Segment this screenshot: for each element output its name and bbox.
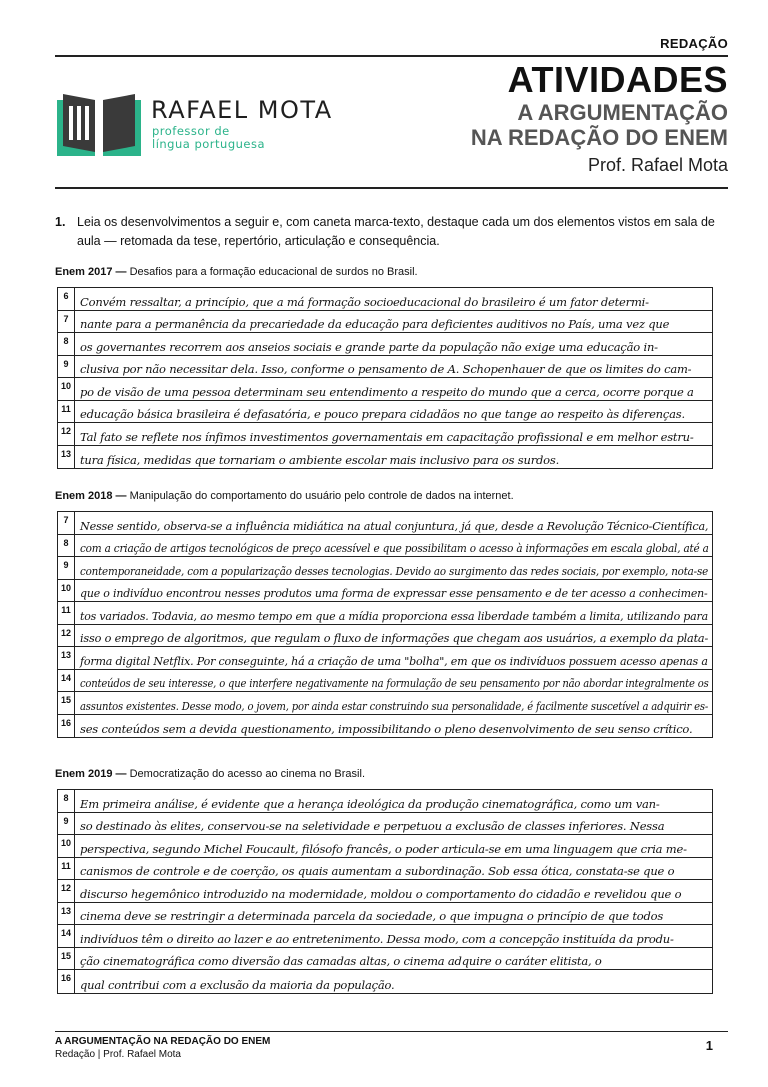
- line-number: 14: [58, 925, 75, 947]
- handwritten-text: discurso hegemônico introduzido na modernidade, moldou o comportamento do cidadão e revelidou que o: [80, 886, 682, 901]
- line-number: 12: [58, 423, 75, 445]
- brand-subtitle: [152, 125, 265, 151]
- footer-divider: [55, 1031, 728, 1032]
- handwritten-text: com a criação de artigos tecnológicos de preço acessível e que possibilitam o acesso à informações em escala global, até a: [80, 541, 709, 555]
- handwritten-text: tos variados. Todavia, ao mesmo tempo em que a mídia proporciona essa liberdade também a limita, utilizando para: [80, 608, 708, 623]
- open-book-logo-icon: [55, 86, 143, 162]
- section-label-theme: Manipulação do comportamento do usuário pelo controle de dados na internet.: [126, 490, 514, 502]
- essay-line: [58, 858, 712, 881]
- handwritten-text: tura física, medidas que tornariam o ambiente escolar mais inclusivo para os surdos.: [80, 453, 560, 467]
- line-number: 12: [58, 625, 75, 647]
- line-number: 6: [58, 288, 75, 310]
- header-divider-bottom: [55, 187, 728, 189]
- section-label-theme: Democratização do acesso ao cinema no Brasil.: [126, 768, 365, 780]
- brand-subtitle-line2: língua portuguesa: [152, 137, 266, 151]
- question-1: [55, 213, 730, 251]
- essay-line: [58, 813, 712, 836]
- line-number: 9: [58, 356, 75, 378]
- line-number: 11: [58, 401, 75, 423]
- subtitle-line1: A ARGUMENTAÇÃO: [517, 100, 728, 125]
- line-number: 14: [58, 670, 75, 692]
- handwritten-text: po de visão de uma pessoa determinam seu entendimento a respeito do mundo que a cerca, ocorre porque a: [80, 384, 694, 399]
- line-number: 8: [58, 333, 75, 355]
- essay-sheet-2019: [57, 789, 713, 994]
- essay-line: [58, 423, 712, 446]
- essay-line: [58, 311, 712, 334]
- essay-line: [58, 647, 712, 670]
- handwritten-text: educação básica brasileira é defasatória, e pouco prepara cidadãos no que tange ao respeito às diferenças.: [80, 407, 685, 421]
- brand-name: RAFAEL MOTA: [151, 96, 333, 124]
- line-number: 9: [58, 557, 75, 579]
- section-label-theme: Desafios para a formação educacional de surdos no Brasil.: [126, 266, 418, 278]
- handwritten-text: nante para a permanência da precariedade da educação para deficientes auditivos no País, uma vez que: [80, 317, 670, 331]
- line-number: 12: [58, 880, 75, 902]
- essay-line: [58, 790, 712, 813]
- title-block: [471, 60, 728, 178]
- line-number: 11: [58, 602, 75, 624]
- line-number: 13: [58, 903, 75, 925]
- line-number: 16: [58, 970, 75, 993]
- essay-line: [58, 835, 712, 858]
- handwritten-text: ses conteúdos sem a devida questionamento, impossibilitando o pleno desenvolvimento de seu senso crítico.: [80, 722, 693, 736]
- essay-line: [58, 557, 712, 580]
- handwritten-text: isso o emprego de algoritmos, que regulam o fluxo de informações que chegam aos usuários, a exemplo da plata-: [80, 631, 709, 645]
- header-divider-top: [55, 55, 728, 57]
- line-number: 7: [58, 311, 75, 333]
- subtitle-line2: NA REDAÇÃO DO ENEM: [470, 125, 728, 150]
- essay-line: [58, 692, 712, 715]
- line-number: 13: [58, 446, 75, 469]
- footer-subtitle: Redação | Prof. Rafael Mota: [55, 1049, 181, 1060]
- essay-line: [58, 535, 712, 558]
- essay-line: [58, 903, 712, 926]
- question-number: 1.: [55, 215, 66, 229]
- line-number: 9: [58, 813, 75, 835]
- line-number: 11: [58, 858, 75, 880]
- section-label-2018: [55, 490, 514, 502]
- line-number: 10: [58, 835, 75, 857]
- line-number: 8: [58, 535, 75, 557]
- handwritten-text: so destinado às elites, conservou-se na seletividade e perpetuou a exclusão de classes inferiores. Nessa: [80, 819, 665, 833]
- essay-line: [58, 512, 712, 535]
- essay-line: [58, 880, 712, 903]
- line-number: 16: [58, 715, 75, 738]
- handwritten-text: Tal fato se reflete nos ínfimos investimentos governamentais em capacitação profissional e em melhor estru-: [80, 429, 694, 444]
- handwritten-text: Convém ressaltar, a princípio, que a má formação socioeducacional do brasileiro é um fator determi-: [80, 294, 649, 309]
- handwritten-text: Em primeira análise, é evidente que a herança ideológica da produção cinematográfica, como um van-: [80, 796, 660, 811]
- section-label-year: Enem 2019 —: [55, 768, 127, 780]
- essay-line: [58, 580, 712, 603]
- essay-line: [58, 670, 712, 693]
- essay-line: [58, 378, 712, 401]
- handwritten-text: ção cinematográfica como diversão das camadas altas, o cinema adquire o caráter elitista, o: [80, 954, 602, 968]
- essay-line: [58, 715, 712, 738]
- handwritten-text: clusiva por não necessitar dela. Isso, conforme o pensamento de A. Schopenhauer de que os limites do cam-: [80, 362, 692, 376]
- subject-label: REDAÇÃO: [660, 36, 728, 51]
- line-number: 10: [58, 580, 75, 602]
- essay-line: [58, 288, 712, 311]
- section-label-year: Enem 2018 —: [55, 490, 127, 502]
- section-label-2019: [55, 768, 365, 780]
- brand-subtitle-line1: professor de: [152, 124, 230, 138]
- essay-line: [58, 446, 712, 469]
- line-number: 8: [58, 790, 75, 812]
- essay-line: [58, 333, 712, 356]
- handwritten-text: assuntos existentes. Desse modo, o jovem, por ainda estar construindo sua personalidade, é facilmente suscetível a adquirir es-: [80, 698, 709, 713]
- essay-line: [58, 401, 712, 424]
- question-text: Leia os desenvolvimentos a seguir e, com caneta marca-texto, destaque cada um dos elementos vistos em sala de aula — retomada da tese, repertório, articulação e consequência.: [77, 215, 715, 248]
- page-title: ATIVIDADES: [507, 59, 728, 100]
- handwritten-text: forma digital Netflix. Por conseguinte, há a criação de uma "bolha", em que os indivíduos possuem acesso apenas a: [80, 653, 708, 668]
- handwritten-text: indivíduos têm o direito ao lazer e ao entretenimento. Dessa modo, com a concepção instituída da produ-: [80, 931, 674, 946]
- handwritten-text: qual contribui com a exclusão da maioria da população.: [80, 977, 395, 992]
- line-number: 15: [58, 692, 75, 714]
- line-number: 13: [58, 647, 75, 669]
- handwritten-text: os governantes recorrem aos anseios sociais e grande parte da população não exige uma educação in-: [80, 339, 658, 354]
- handwritten-text: Nesse sentido, observa-se a influência midiática na atual conjuntura, já que, desde a Revolução Técnico-Científica,: [80, 518, 709, 533]
- essay-sheet-2018: [57, 511, 713, 738]
- essay-sheet-2017: [57, 287, 713, 469]
- essay-line: [58, 356, 712, 379]
- line-number: 10: [58, 378, 75, 400]
- handwritten-text: cinema deve se restringir a determinada parcela da sociedade, o que impugna o princípio de que todos: [80, 909, 664, 923]
- handwritten-text: perspectiva, segundo Michel Foucault, filósofo francês, o poder articula-se em uma linguagem que cria me-: [80, 841, 687, 856]
- handwritten-text: canismos de controle e de coerção, os quais aumentam a subordinação. Sob essa ótica, constata-se que o: [80, 864, 675, 878]
- essay-line: [58, 948, 712, 971]
- section-label-year: Enem 2017 —: [55, 266, 127, 278]
- line-number: 15: [58, 948, 75, 970]
- page-number: 1: [705, 1038, 713, 1053]
- section-label-2017: [55, 266, 418, 278]
- author: Prof. Rafael Mota: [587, 155, 728, 175]
- essay-line: [58, 625, 712, 648]
- line-number: 7: [58, 512, 75, 534]
- handwritten-text: contemporaneidade, com a popularização desses tecnologias. Devido ao surgimento das redes sociais, por exemplo, nota-se: [80, 563, 708, 578]
- essay-line: [58, 602, 712, 625]
- essay-line: [58, 970, 712, 993]
- handwritten-text: que o indivíduo encontrou nesses produtos uma forma de expressar esse pensamento e de ter acesso a conhecimen-: [80, 586, 708, 600]
- essay-line: [58, 925, 712, 948]
- handwritten-text: conteúdos de seu interesse, o que interfere negativamente na formulação de seu pensamento por não abordar integralmente os: [80, 676, 709, 690]
- footer-title: A ARGUMENTAÇÃO NA REDAÇÃO DO ENEM: [55, 1036, 271, 1047]
